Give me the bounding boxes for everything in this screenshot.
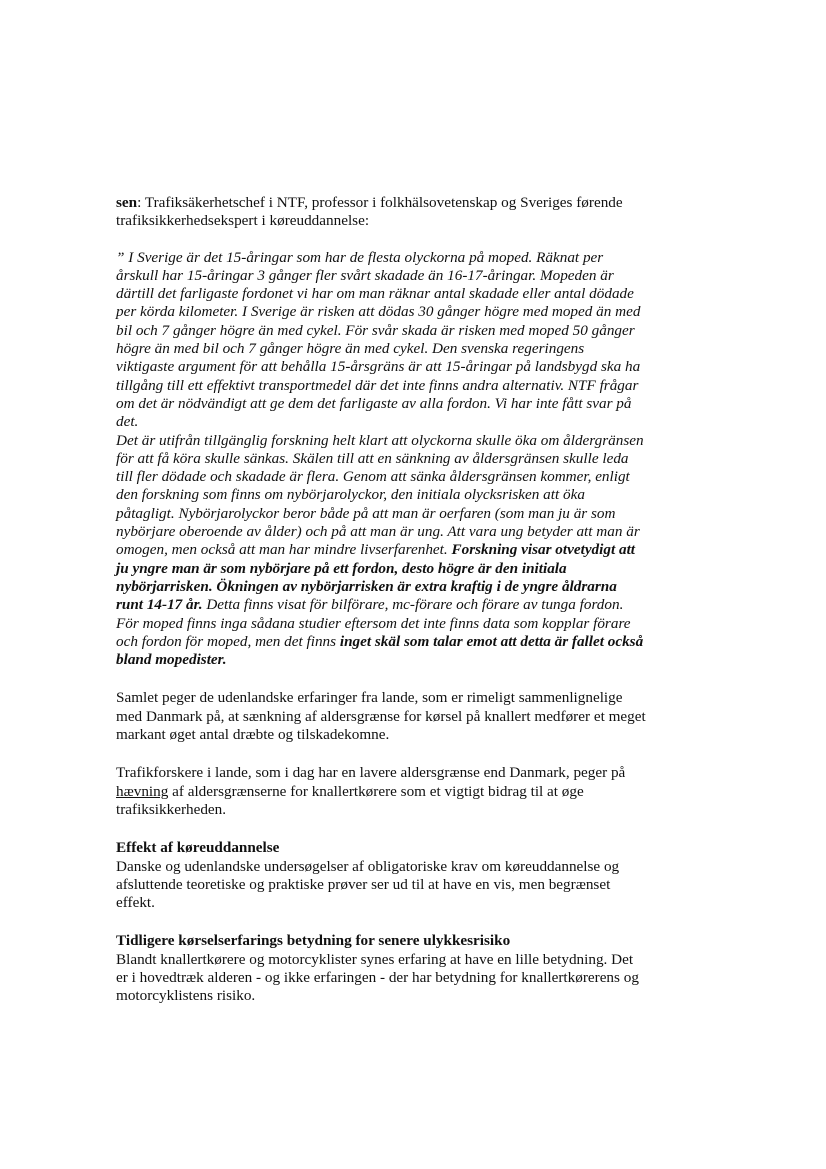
quote-bold-1: Forskning visar otvetydigt att ju yngre man är som nybörjare på ett fordon, desto högre är den initiala nybörjarrisken. Ökningen av nybörjarrisken är extra kraftig i de yngre åldrarna runt 14-17 år. xyxy=(116,541,636,614)
quote-bold-2: inget skäl som talar emot att detta är fallet också bland mopedister. xyxy=(116,632,644,669)
quote-text-1: ” I Sverige är det 15-åringar som har de flesta olyckorna på moped. Räknat per årskull har 15-åringar 3 gånger fler svårt skadade än 16-17-åringar. Mopeden är därtill det farligaste fordonet vi har om man räknar antal skadade eller antal dödade per körda kilometer. I Sverige är risken att dödas 30 gånger högre med moped än med bil och 7 gånger högre än med cykel. För svår skada är risken med moped 50 gånger högre än med bil och 7 gånger högre än med cykel. Den svenska regeringens viktigaste argument för att behålla 15-årsgräns är att 15-åringar på landsbygd ska ha tillgång till ett effektivt transportmedel där det inte finns andra alternativ. NTF frågar om det är nödvändigt att ge dem det farligaste av alla fordon. Vi har inte fått svar på det. xyxy=(116,248,641,431)
section-text-experience: Blandt knallertkørere og motorcyklister synes erfaring at have en lille betydning. Det er i hovedtræk alderen - og ikke erfaringen - der har betydning for knallertkørerens og motorcyklistens risiko. xyxy=(116,950,639,1005)
document-page xyxy=(116,194,646,1006)
paragraph-comparison: Samlet peger de udenlandske erfaringer fra lande, som er rimeligt sammenlignelige med Danmark på, at sænkning af aldersgrænse for kørsel på knallert medfører et meget markant øget antal dræbte og tilskadekomne. xyxy=(116,689,646,744)
quote-text-2a: Det är utifrån tillgänglig forskning helt klart att olyckorna skulle öka om åldergränsen för att få köra skulle sänkas. Skälen till att en sänkning av åldersgränsen skulle leda till fler dödade och skadade är flera. Genom att sänka åldersgränsen kommer, enligt den forskning som finns om nybörjarolyckor, den initiala olycksrisken att öka påtagligt. Nybörjarolyckor beror både på att man är oerfaren (som man ju är som nybörjare oberoende av ålder) och på att man är ung. Att vara ung betyder att man är omogen, men också att man har mindre livserfarenhet. xyxy=(116,431,644,559)
section-heading-experience: Tidligere kørselserfarings betydning for senere ulykkesrisiko xyxy=(116,932,511,950)
section-heading-driver-education: Effekt af køreuddannelse xyxy=(116,839,280,857)
intro-label: sen xyxy=(116,194,138,211)
para2-underlined: hævning xyxy=(116,782,169,800)
para2-text-b: af aldersgrænserne for knallertkørere som et vigtigt bidrag til at øge trafiksikkerheden. xyxy=(116,782,584,818)
paragraph-researchers xyxy=(116,764,646,819)
section-text-driver-education: Danske og udenlandske undersøgelser af obligatoriske krav om køreuddannelse og afsluttende teoretiske og praktiske prøver ser ud til at have en vis, men begrænset effekt. xyxy=(116,857,620,912)
quote-text-2b: Detta finns visat för bilförare, mc-förare och förare av tunga fordon. För moped finns inga sådana studier eftersom det inte finns data som kopplar förare och fordon för moped, men det finns xyxy=(116,596,631,650)
para2-text-a: Trafikforskere i lande, som i dag har en lavere aldersgrænse end Danmark, peger på xyxy=(116,764,626,782)
intro-paragraph xyxy=(116,194,646,231)
intro-text: : Trafiksäkerhetschef i NTF, professor i folkhälsovetenskap og Sveriges førende trafiksikkerhedsekspert i køreuddannelse: xyxy=(116,194,623,230)
quote-paragraph-1 xyxy=(116,249,646,670)
